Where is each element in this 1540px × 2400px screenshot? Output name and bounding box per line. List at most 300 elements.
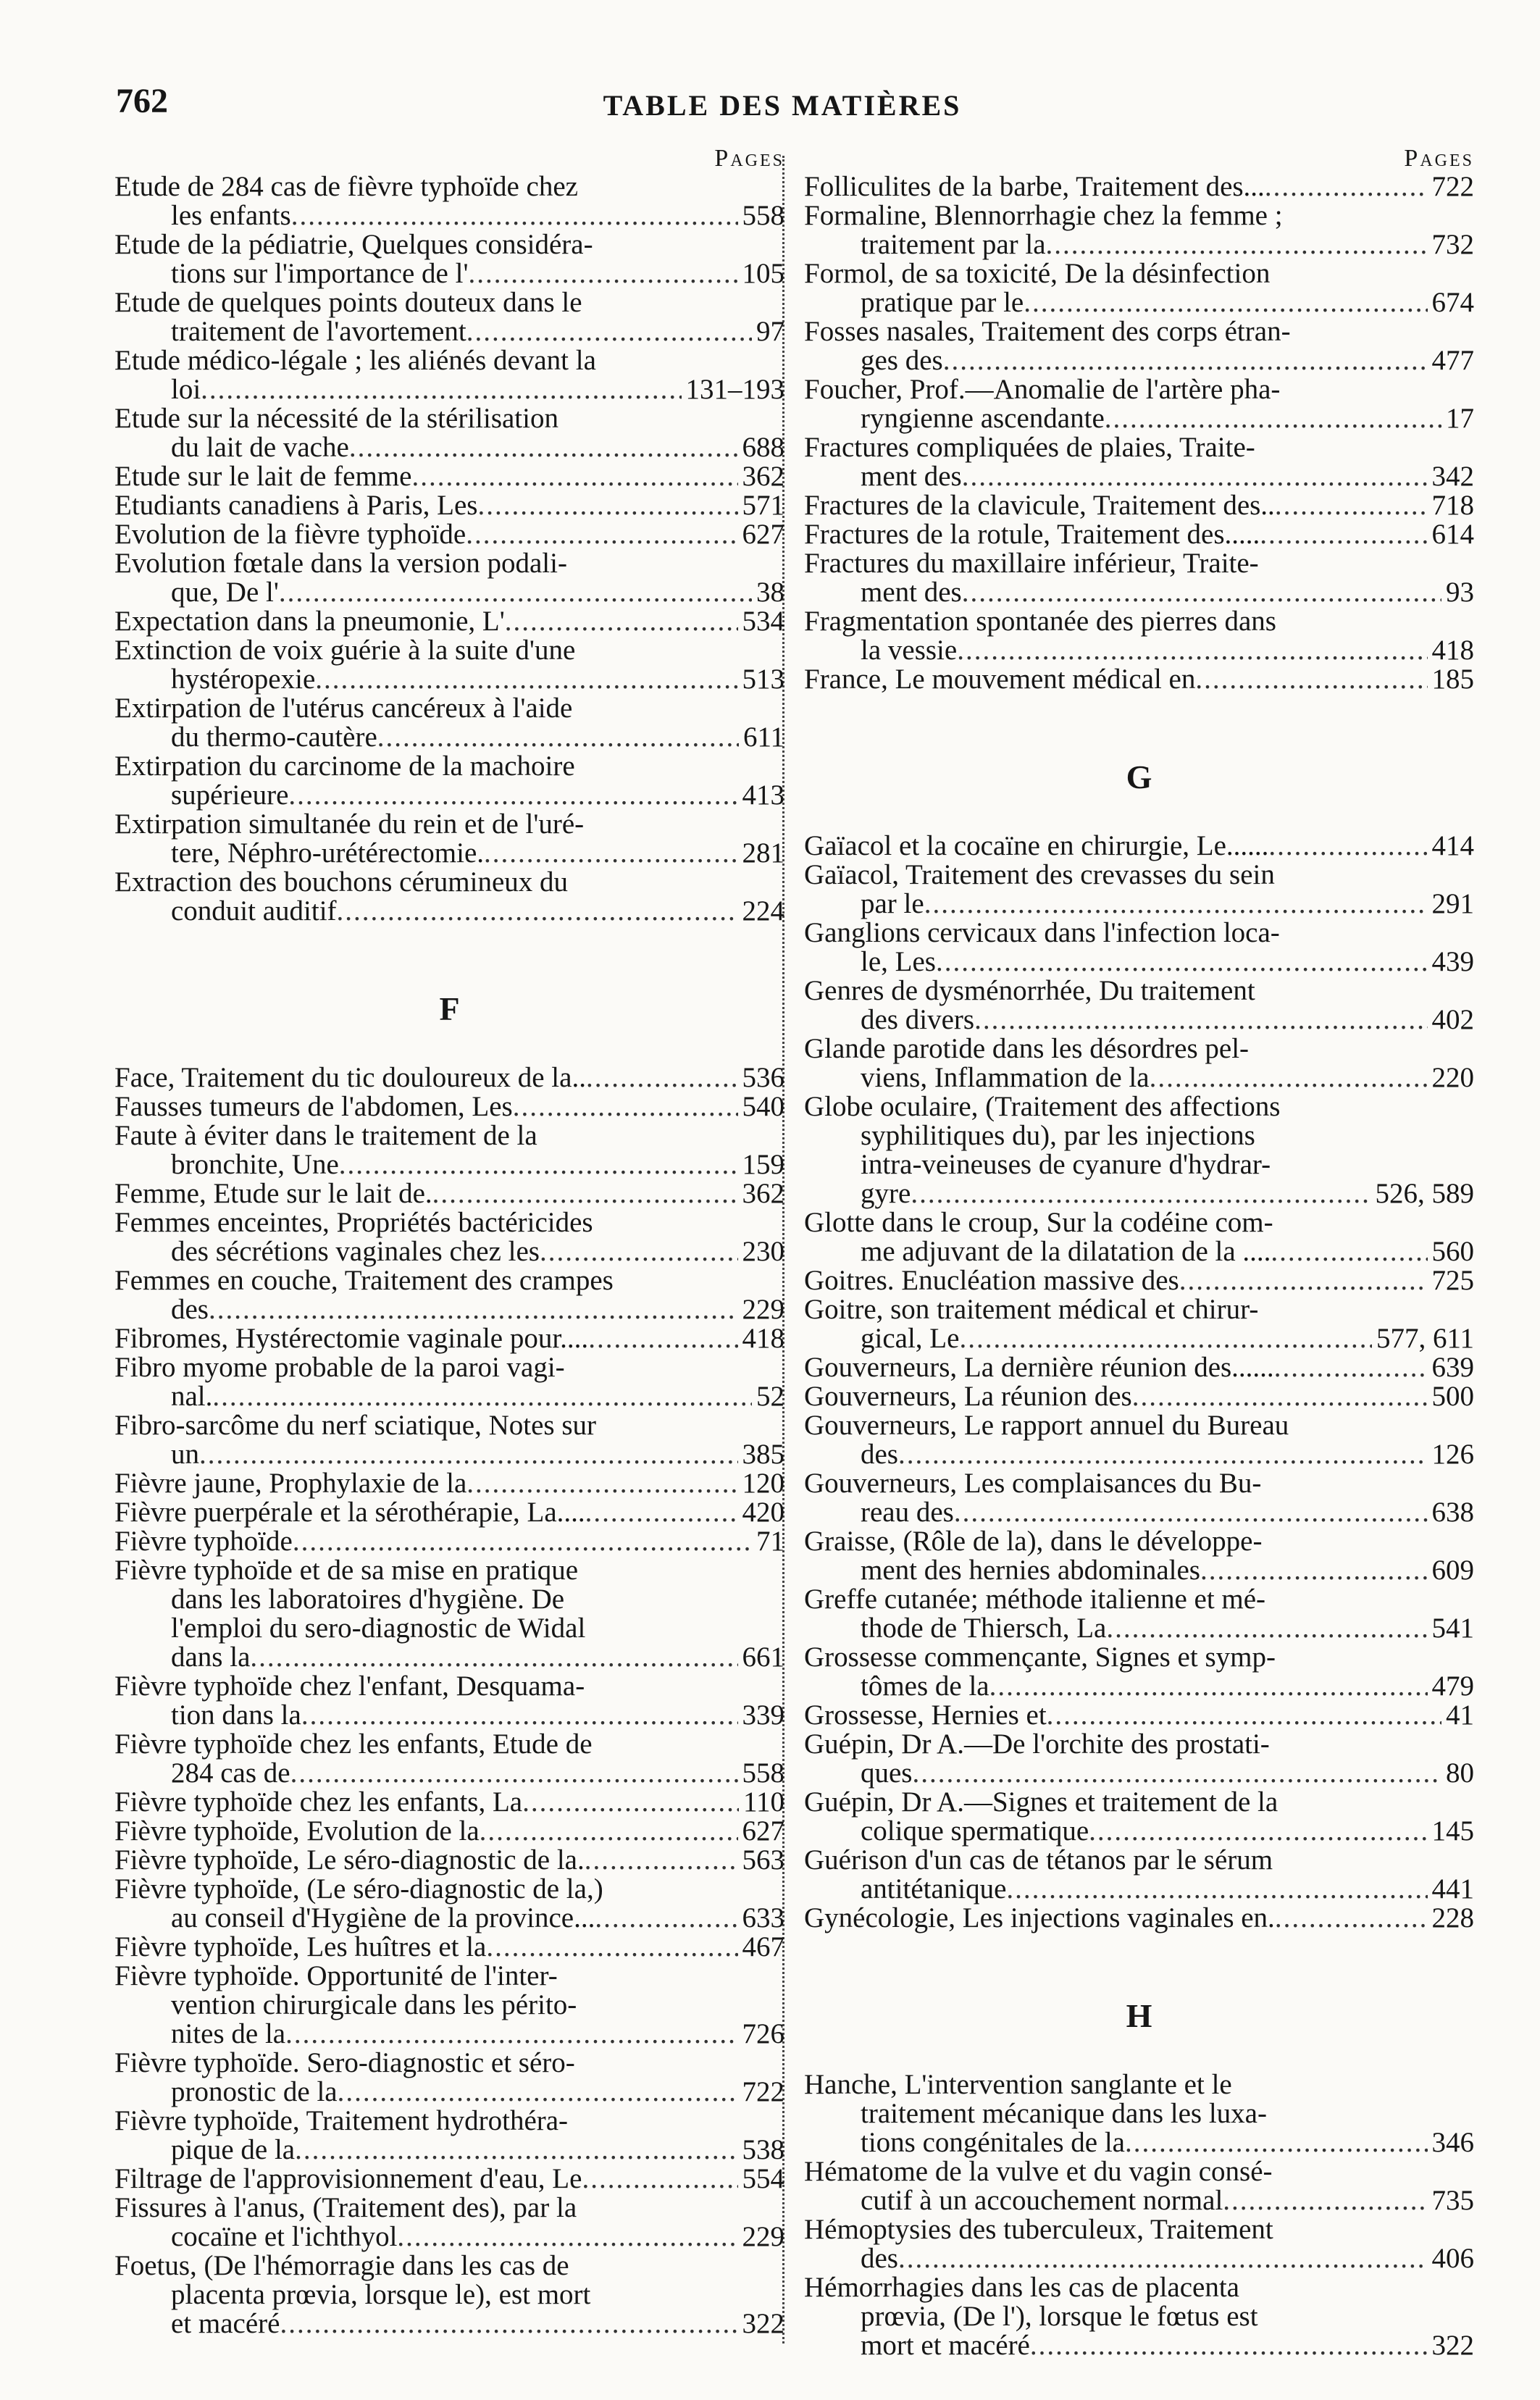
leader-dots [1047, 1701, 1441, 1730]
entries-g [804, 832, 1474, 1933]
entry-page: 52 [756, 1381, 784, 1412]
index-entry [114, 868, 784, 926]
entry-line [804, 607, 1474, 636]
leader-dots [377, 723, 739, 752]
leader-dots [1275, 1904, 1428, 1933]
leader-dots [962, 578, 1441, 607]
leader-dots [522, 1788, 739, 1817]
index-entry [114, 1672, 784, 1730]
entry-text: traitement mécanique dans les luxa- [861, 2098, 1267, 2129]
entry-line [804, 890, 1474, 919]
entry-line [804, 1846, 1474, 1875]
index-entry [804, 1469, 1474, 1527]
entry-line [114, 1469, 784, 1498]
entry-text: viens, Inflammation de la [861, 1062, 1150, 1093]
entry-line [804, 1556, 1474, 1585]
entry-line [114, 839, 784, 868]
entry-page: 441 [1431, 1873, 1474, 1904]
index-entry [114, 404, 784, 462]
entry-text: Gouverneurs, Les complaisances du Bu- [804, 1468, 1262, 1499]
entry-text: Extirpation de l'utérus cancéreux à l'aide [114, 693, 573, 724]
entry-page: 339 [742, 1699, 784, 1731]
entry-line [114, 404, 784, 433]
index-entry [804, 1295, 1474, 1353]
entry-text: et macéré [171, 2308, 280, 2339]
entry-line [804, 1498, 1474, 1527]
entry-line [804, 1382, 1474, 1411]
entry-text: me adjuvant de la dilatation de la .... [861, 1236, 1271, 1267]
entry-text: tions sur l'importance de l' [171, 258, 469, 289]
index-entry [114, 1324, 784, 1353]
entry-line [114, 2107, 784, 2136]
entry-text: le, Les [861, 946, 936, 977]
entry-line [114, 520, 784, 549]
entry-text: Hématome de la vulve et du vagin consé- [804, 2156, 1273, 2187]
entry-page: 228 [1431, 1902, 1474, 1933]
pages-label: Pages [714, 145, 784, 172]
index-entry [114, 1933, 784, 1962]
entry-text: Fractures de la clavicule, Traitement des.. [804, 490, 1275, 521]
entry-line [804, 2244, 1474, 2273]
entry-line [114, 1962, 784, 1991]
leader-dots [936, 948, 1428, 977]
leader-dots [250, 1643, 737, 1672]
index-entry [804, 317, 1474, 375]
entry-page: 420 [742, 1497, 784, 1528]
entry-page: 402 [1431, 1004, 1474, 1035]
entry-page: 563 [742, 1844, 784, 1876]
entry-line [804, 433, 1474, 462]
entry-line [804, 1353, 1474, 1382]
index-entry [114, 1469, 784, 1498]
leader-dots [898, 1440, 1428, 1469]
entry-text: pronostic de la [171, 2076, 338, 2107]
entry-text: Goitres. Enucléation massive des [804, 1265, 1179, 1296]
entry-text: des divers [861, 1004, 975, 1035]
entry-text: traitement de l'avortement [171, 316, 466, 347]
index-entry [804, 520, 1474, 549]
entry-line [114, 1875, 784, 1904]
entry-text: Globe oculaire, (Traitement des affections [804, 1091, 1281, 1122]
entry-line [114, 2020, 784, 2049]
leader-dots [295, 2136, 737, 2165]
entry-text: placenta prœvia, lorsque le), est mort [171, 2279, 591, 2310]
leader-dots [339, 1150, 738, 1179]
entry-text: Fractures compliquées de plaies, Traite- [804, 432, 1255, 463]
entry-line [804, 1237, 1474, 1266]
entry-line [804, 549, 1474, 578]
entry-text: Fièvre typhoïde, Le séro-diagnostic de la. [114, 1844, 585, 1876]
entry-text: Fièvre typhoïde chez les enfants, La [114, 1786, 523, 1818]
entry-text: Guérison d'un cas de tétanos par le sérum [804, 1844, 1273, 1876]
entry-text: Glotte dans le croup, Sur la codéine com- [804, 1207, 1273, 1238]
entry-line [114, 1904, 784, 1933]
entry-line [804, 1759, 1474, 1788]
entry-line [804, 1469, 1474, 1498]
index-entry [804, 1788, 1474, 1846]
entry-page: 479 [1431, 1671, 1474, 1702]
entry-text: Femmes en couche, Traitement des crampes [114, 1265, 614, 1296]
entry-text: des [171, 1294, 209, 1325]
index-entry [114, 1179, 784, 1208]
index-entry [114, 1875, 784, 1933]
entry-text: l'emploi du sero-diagnostic de Widal [171, 1613, 586, 1644]
index-entry [114, 2107, 784, 2165]
index-entry [804, 1034, 1474, 1092]
entry-page: 513 [742, 664, 784, 695]
entry-text: Face, Traitement du tic douloureux de la.. [114, 1062, 586, 1093]
entry-text: Fibromes, Hystérectomie vaginale pour.... [114, 1323, 589, 1354]
entry-line [114, 433, 784, 462]
entry-text: ges des [861, 345, 943, 376]
entry-line [114, 1208, 784, 1237]
entry-text: Fièvre typhoïde, Traitement hydrothéra- [114, 2105, 569, 2136]
index-entry [804, 172, 1474, 201]
entry-line [804, 172, 1474, 201]
entry-page: 220 [1431, 1062, 1474, 1093]
index-entry [804, 1730, 1474, 1788]
leader-dots [1150, 1063, 1428, 1092]
entry-line [804, 375, 1474, 404]
index-entry [114, 1353, 784, 1411]
entry-page: 229 [742, 1294, 784, 1325]
left-column [114, 145, 784, 2338]
leader-dots [1024, 288, 1427, 317]
entry-text: France, Le mouvement médical en [804, 664, 1196, 695]
index-entry [114, 549, 784, 607]
entry-line [804, 1324, 1474, 1353]
entry-page: 674 [1431, 287, 1474, 318]
entry-line [804, 2302, 1474, 2331]
entry-line [114, 1237, 784, 1266]
entry-text: tômes de la [861, 1671, 989, 1702]
entry-text: cutif à un accouchement normal [861, 2185, 1223, 2216]
entry-text: Hanche, L'intervention sanglante et le [804, 2069, 1232, 2100]
entry-page: 224 [742, 895, 784, 927]
page-number: 762 [116, 82, 168, 120]
entry-line [114, 1614, 784, 1643]
index-entry [114, 1411, 784, 1469]
entry-line [114, 1353, 784, 1382]
leader-dots [962, 462, 1428, 491]
entry-text: Evolution fœtale dans la version podali- [114, 548, 567, 579]
leader-dots [1195, 665, 1427, 694]
leader-dots [913, 1759, 1442, 1788]
entry-line [804, 1092, 1474, 1121]
entry-line [804, 2186, 1474, 2215]
entry-text: Fièvre typhoïde [114, 1526, 293, 1557]
entry-page: 541 [1431, 1613, 1474, 1644]
entry-line [804, 259, 1474, 288]
entry-line [804, 1527, 1474, 1556]
leader-dots [349, 433, 738, 462]
leader-dots [484, 839, 737, 868]
entry-line [114, 810, 784, 839]
entry-line [804, 1121, 1474, 1150]
entry-line [114, 694, 784, 723]
leader-dots [585, 1498, 738, 1527]
entry-page: 688 [742, 432, 784, 463]
entry-line [804, 1005, 1474, 1034]
entry-text: antitétanique [861, 1873, 1007, 1904]
entry-line [114, 1730, 784, 1759]
entry-text: ment des hernies abdominales [861, 1555, 1200, 1586]
entry-text: 284 cas de [171, 1757, 290, 1789]
entry-line [804, 1875, 1474, 1904]
entry-line [804, 1701, 1474, 1730]
entry-page: 71 [756, 1526, 784, 1557]
entry-text: Fièvre typhoïde. Sero-diagnostic et séro- [114, 2047, 575, 2078]
entry-line [804, 1585, 1474, 1614]
entry-line [114, 1179, 784, 1208]
index-entry [114, 1063, 784, 1092]
leader-dots [279, 578, 752, 607]
entry-page: 362 [742, 461, 784, 492]
entry-text: Faute à éviter dans le traitement de la [114, 1120, 537, 1151]
entry-line [114, 462, 784, 491]
leader-dots [943, 346, 1428, 375]
entry-text: pique de la [171, 2134, 296, 2165]
entry-page: 159 [742, 1149, 784, 1180]
entry-line [114, 1121, 784, 1150]
entry-line [114, 665, 784, 694]
entry-page: 558 [742, 1757, 784, 1789]
entry-line [114, 2251, 784, 2280]
leader-dots [513, 1092, 738, 1121]
entry-text: Etude de la pédiatrie, Quelques considéra- [114, 229, 593, 260]
entry-page: 93 [1446, 577, 1474, 608]
entry-text: ques [861, 1757, 913, 1789]
entry-line [114, 549, 784, 578]
index-entry [114, 2194, 784, 2251]
leader-dots [924, 890, 1428, 919]
index-entry [114, 1527, 784, 1556]
leader-dots [280, 2309, 737, 2338]
entry-page: 414 [1431, 830, 1474, 861]
entry-line [804, 2128, 1474, 2157]
running-title: TABLE DES MATIÈRES [603, 89, 962, 122]
entry-page: 571 [742, 490, 784, 521]
entry-line [114, 201, 784, 230]
leader-dots [1089, 1817, 1427, 1846]
entry-text: syphilitiques du), par les injections [861, 1120, 1255, 1151]
entry-page: 38 [756, 577, 784, 608]
leader-dots [480, 1817, 738, 1846]
entry-line [114, 288, 784, 317]
index-entry [804, 433, 1474, 491]
index-entry [114, 1092, 784, 1121]
entry-text: Gouverneurs, Le rapport annuel du Bureau [804, 1410, 1289, 1441]
entry-line [114, 259, 784, 288]
entry-line [804, 1672, 1474, 1701]
entry-line [114, 1150, 784, 1179]
entry-text: Etudiants canadiens à Paris, Les [114, 490, 478, 521]
index-entry [804, 1266, 1474, 1295]
leader-dots [1105, 404, 1441, 433]
leader-dots [957, 636, 1427, 665]
entry-page: 322 [1431, 2330, 1474, 2361]
entry-line [804, 1295, 1474, 1324]
entry-page: 342 [1431, 461, 1474, 492]
entry-text: hystéropexie [171, 664, 316, 695]
entry-page: 110 [742, 1786, 784, 1818]
leader-dots [898, 2244, 1428, 2273]
entry-page: 638 [1431, 1497, 1474, 1528]
index-entry [114, 172, 784, 230]
entry-text: Fièvre typhoïde et de sa mise en pratique [114, 1555, 579, 1586]
index-entry [114, 2251, 784, 2338]
index-entry [804, 1643, 1474, 1701]
entry-page: 722 [742, 2076, 784, 2107]
entry-line [804, 1063, 1474, 1092]
leader-dots [338, 2078, 738, 2107]
entry-text: Fièvre typhoïde chez les enfants, Etude de [114, 1728, 593, 1760]
index-entry [804, 1353, 1474, 1382]
index-entry [804, 832, 1474, 861]
leader-dots [1274, 1353, 1428, 1382]
entry-page: 131–193 [685, 374, 784, 405]
entry-line [804, 832, 1474, 861]
entry-page: 661 [742, 1642, 784, 1673]
entry-page: 627 [742, 1815, 784, 1847]
entry-text: nal. [171, 1381, 213, 1412]
entry-line [114, 723, 784, 752]
entry-line [114, 1527, 784, 1556]
entry-line [114, 317, 784, 346]
entry-line [114, 1411, 784, 1440]
entry-line [114, 2049, 784, 2078]
entry-text: Etude de 284 cas de fièvre typhoïde chez [114, 171, 578, 202]
entry-line [114, 897, 784, 926]
entry-line [804, 2215, 1474, 2244]
entry-text: Fractures de la rotule, Traitement des..... [804, 519, 1260, 550]
entry-line [804, 1179, 1474, 1208]
index-entry [804, 665, 1474, 694]
index-entry [804, 491, 1474, 520]
leader-dots [1046, 230, 1428, 259]
index-entry [114, 2165, 784, 2194]
entry-text: Gaïacol et la cocaïne en chirurgie, Le...... [804, 830, 1269, 861]
leader-dots [301, 1701, 738, 1730]
index-entry [804, 1585, 1474, 1643]
entry-text: Guépin, Dr A.—Signes et traitement de la [804, 1786, 1279, 1818]
index-entry [114, 1498, 784, 1527]
index-entry [114, 607, 784, 636]
entry-page: 80 [1446, 1757, 1474, 1789]
entry-text: Filtrage de l'approvisionnement d'eau, Le [114, 2163, 582, 2194]
index-entry [114, 462, 784, 491]
index-entry [114, 2049, 784, 2107]
entry-text: Fosses nasales, Traitement des corps étran- [804, 316, 1291, 347]
entry-line [114, 1063, 784, 1092]
entry-text: tere, Néphro-urétérectomie. [171, 837, 485, 869]
entry-page: 639 [1431, 1352, 1474, 1383]
entry-line [114, 375, 784, 404]
leader-dots [293, 1527, 752, 1556]
entry-line [804, 1208, 1474, 1237]
entry-text: Gouverneurs, La réunion des [804, 1381, 1132, 1412]
leader-dots [974, 1005, 1427, 1034]
entry-page: 718 [1431, 490, 1474, 521]
entry-line [114, 172, 784, 201]
entry-text: Fibro-sarcôme du nerf sciatique, Notes sur [114, 1410, 596, 1441]
entry-text: cocaïne et l'ichthyol [171, 2221, 398, 2252]
entry-text: Extirpation simultanée du rein et de l'uré- [114, 808, 585, 840]
entry-line [804, 665, 1474, 694]
entry-page: 185 [1431, 664, 1474, 695]
entry-page: 633 [742, 1902, 784, 1933]
entry-line [114, 1991, 784, 2020]
index-entry [804, 549, 1474, 607]
entry-page: 145 [1431, 1815, 1474, 1847]
entry-page: 554 [742, 2163, 784, 2194]
entry-page: 627 [742, 519, 784, 550]
index-entry [114, 288, 784, 346]
entry-text: Fausses tumeurs de l'abdomen, Les [114, 1091, 513, 1122]
entry-line [804, 491, 1474, 520]
leader-dots [201, 375, 681, 404]
entry-line [804, 1730, 1474, 1759]
entry-line [114, 1643, 784, 1672]
entry-text: Hémoptysies des tuberculeux, Traitement [804, 2214, 1273, 2245]
entry-page: 609 [1431, 1555, 1474, 1586]
entry-line [804, 462, 1474, 491]
entry-page: 722 [1431, 171, 1474, 202]
index-entry [114, 1846, 784, 1875]
entry-text: Formaline, Blennorrhagie chez la femme ; [804, 200, 1283, 231]
entry-text: loi [171, 374, 201, 405]
entry-text: Extirpation du carcinome de la machoire [114, 750, 575, 782]
entry-text: tion dans la [171, 1699, 301, 1731]
leader-dots [959, 1324, 1372, 1353]
entry-line [804, 1904, 1474, 1933]
entries-h [804, 2070, 1474, 2360]
index-entry [114, 694, 784, 752]
index-entry [114, 491, 784, 520]
entry-line [804, 2099, 1474, 2128]
entry-line [114, 868, 784, 897]
leader-dots [290, 1759, 738, 1788]
entry-page: 385 [742, 1439, 784, 1470]
leader-dots [1223, 2186, 1427, 2215]
index-entry [804, 977, 1474, 1034]
entry-page: 120 [742, 1468, 784, 1499]
entry-line [804, 1788, 1474, 1817]
entry-page: 538 [742, 2134, 784, 2165]
entry-line [114, 1324, 784, 1353]
index-entry [114, 752, 784, 810]
entry-text: Guépin, Dr A.—De l'orchite des prostati- [804, 1728, 1270, 1760]
entry-text: Formol, de sa toxicité, De la désinfection [804, 258, 1271, 289]
index-entry [804, 1208, 1474, 1266]
entry-text: Gaïacol, Traitement des crevasses du sein [804, 859, 1275, 890]
leader-dots [582, 2165, 737, 2194]
entry-text: Hémorrhagies dans les cas de placenta [804, 2272, 1239, 2303]
entry-page: 439 [1431, 946, 1474, 977]
index-entry [804, 1527, 1474, 1585]
entry-text: thode de Thiersch, La [861, 1613, 1107, 1644]
entry-text: Fièvre jaune, Prophylaxie de la [114, 1468, 467, 1499]
entry-text: traitement par la [861, 229, 1046, 260]
leader-dots [337, 897, 738, 926]
entry-text: un [171, 1439, 199, 1470]
entries-f [114, 1063, 784, 2338]
index-entry [804, 2273, 1474, 2360]
entry-text: Etude médico-légale ; les aliénés devant la [114, 345, 596, 376]
entry-text: Fièvre typhoïde, Les huîtres et la [114, 1931, 487, 1962]
right-column [804, 145, 1474, 2360]
entry-page: 735 [1431, 2185, 1474, 2216]
